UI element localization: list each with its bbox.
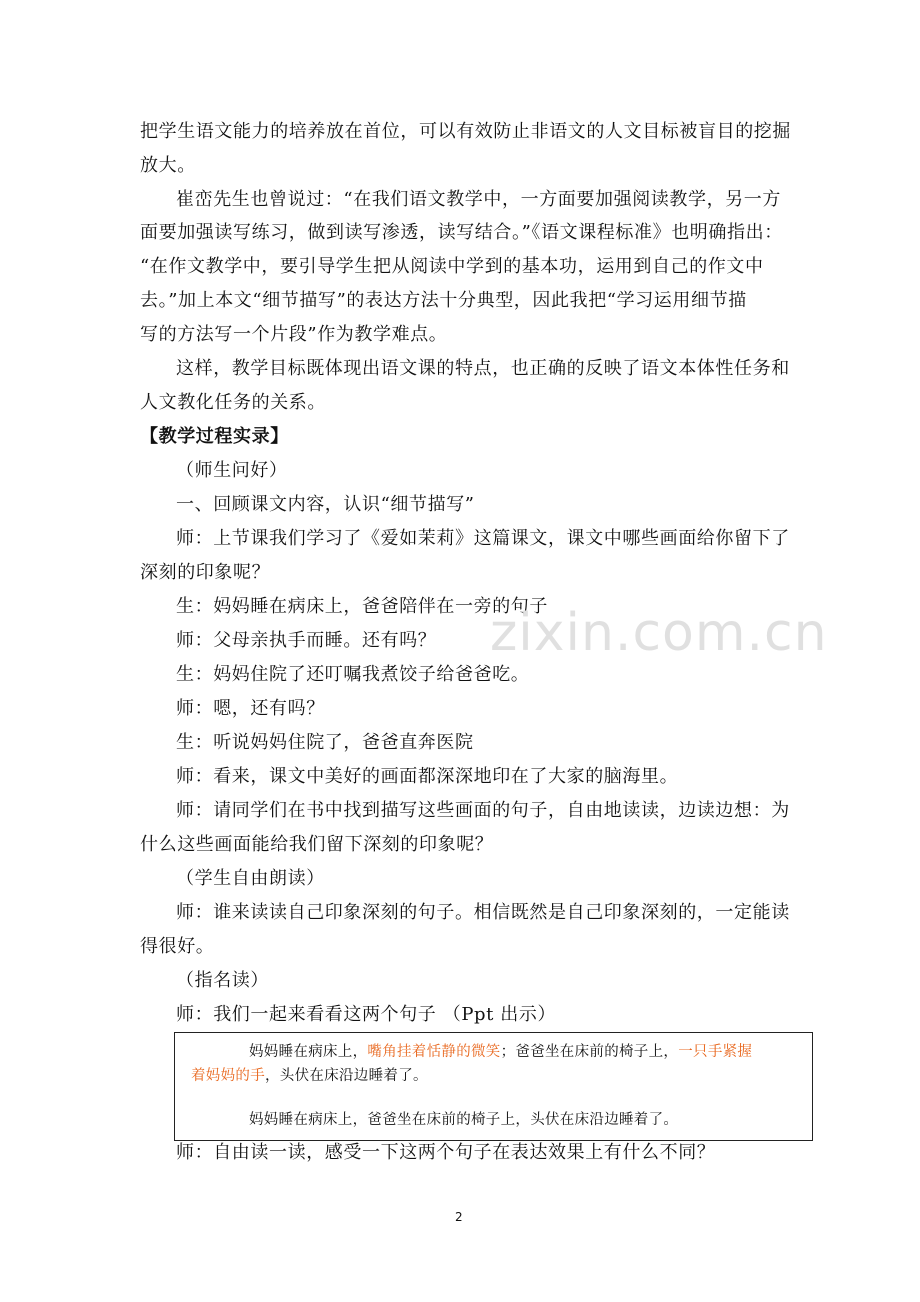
paragraph-line: 崔峦先生也曾说过：“在我们语文教学中，一方面要加强阅读教学，另一方 [176, 189, 781, 210]
dialogue-line: 得很好。 [140, 936, 215, 957]
dialogue-line: 生：听说妈妈住院了，爸爸直奔医院 [176, 732, 474, 753]
paragraph-line: 去。”加上本文“细节描写”的表达方法十分典型，因此我把“学习运用细节描 [140, 290, 747, 311]
watermark: zixin.com.cn [490, 603, 828, 663]
paragraph-line: 这样，教学目标既体现出语文课的特点，也正确的反映了语文本体性任务和 [176, 358, 790, 379]
dialogue-line: 师：自由读一读，感受一下这两个句子在表达效果上有什么不同？ [176, 1142, 716, 1163]
highlighted-detail: 一只手紧握 [678, 1044, 753, 1060]
paragraph-line: 面要加强读写练习，做到读写渗透，读写结合。”《语文课程标准》也明确指出： [140, 222, 783, 243]
dialogue-line: 师：嗯，还有吗？ [176, 698, 325, 719]
dialogue-line: 师：我们一起来看看这两个句子 （Ppt 出示） [176, 1004, 557, 1025]
section-heading: 【教学过程实录】 [140, 426, 289, 447]
subsection-title: 一、回顾课文内容，认识“细节描写” [176, 494, 475, 515]
sentence-detailed [249, 1041, 752, 1063]
paragraph-line: 写的方法写一个片段”作为教学难点。 [140, 324, 448, 345]
sentence-text: ；爸爸坐在床前的椅子上， [500, 1044, 679, 1060]
highlighted-detail: 着妈妈的手 [191, 1068, 265, 1084]
paragraph-line: 把学生语文能力的培养放在首位，可以有效防止非语文的人文目标被盲目的挖掘 [140, 121, 791, 142]
dialogue-line: 生：妈妈住院了还叮嘱我煮饺子给爸爸吃。 [176, 664, 530, 685]
paragraph-line: 人文教化任务的关系。 [140, 392, 326, 413]
paragraph-line: “在作文教学中，要引导学生把从阅读中学到的基本功，运用到自己的作文中 [140, 256, 764, 277]
page-number: 2 [455, 1210, 463, 1224]
dialogue-line: 师：谁来读读自己印象深刻的句子。相信既然是自己印象深刻的，一定能读 [176, 902, 790, 923]
stage-direction: （指名读） [176, 970, 269, 991]
dialogue-line: 什么这些画面能给我们留下深刻的印象呢？ [140, 834, 494, 855]
highlighted-detail: 嘴角挂着恬静的微笑 [367, 1044, 501, 1060]
sentence-text: ，头伏在床沿边睡着了。 [265, 1068, 428, 1084]
stage-direction: （师生问好） [176, 460, 288, 481]
dialogue-line: 生：妈妈睡在病床上，爸爸陪伴在一旁的句子 [176, 596, 548, 617]
dialogue-line: 师：看来，课文中美好的画面都深深地印在了大家的脑海里。 [176, 766, 679, 787]
dialogue-line: 师：上节课我们学习了《爱如茉莉》这篇课文，课文中哪些画面给你留下了 [176, 528, 790, 549]
dialogue-line: 师：请同学们在书中找到描写这些画面的句子，自由地读读，边读边想：为 [176, 800, 790, 821]
stage-direction: （学生自由朗读） [176, 868, 325, 889]
sentence-detailed-cont [191, 1065, 428, 1087]
ppt-sentence-box [174, 1032, 813, 1141]
paragraph-line: 放大。 [140, 155, 196, 176]
dialogue-line: 师：父母亲执手而睡。还有吗？ [176, 630, 437, 651]
sentence-text: 妈妈睡在病床上， [249, 1044, 368, 1060]
sentence-plain: 妈妈睡在病床上，爸爸坐在床前的椅子上，头伏在床沿边睡着了。 [249, 1112, 679, 1128]
dialogue-line: 深刻的印象呢？ [140, 562, 271, 583]
